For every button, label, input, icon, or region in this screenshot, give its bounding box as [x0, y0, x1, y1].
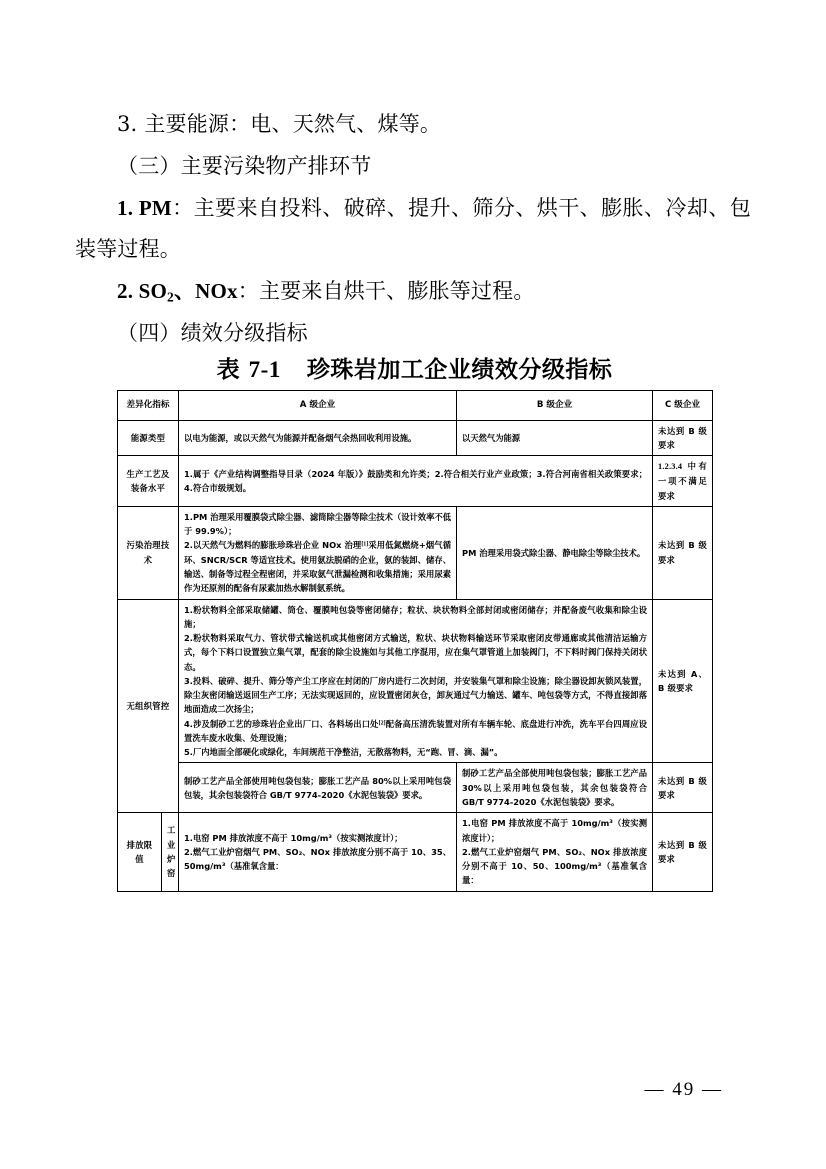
packaging-grade-a: 制砂工艺产品全部使用吨包袋包装；膨胀工艺产品 80%以上采用吨包袋包装，其余包装袋符合 GB/T 9774-2020《水泥包装袋》要求。: [179, 763, 457, 813]
process-equipment-c-text: 中有一项不满足要求: [658, 461, 708, 501]
process-equipment-c-prefix: 1.2.3.4: [658, 462, 683, 472]
row-label-energy-type: 能源类型: [118, 420, 179, 456]
header-grade-a: A 级企业: [179, 391, 457, 421]
pollution-control-grade-c: 未达到 B 级要求: [653, 506, 713, 599]
header-indicator: 差异化指标: [118, 391, 179, 421]
energy-type-grade-a: 以电为能源，或以天然气为能源并配备烟气余热回收利用设施。: [179, 420, 457, 456]
emission-limits-grade-c: 未达到 B 级要求: [653, 813, 713, 891]
pollution-control-grade-a: [179, 506, 457, 599]
table-row-packaging: [118, 763, 713, 813]
pm-label: 1. PM: [117, 195, 172, 220]
table-header-row: [118, 391, 713, 421]
fugitive-item-2: 2.粉状物料采取气力、管状带式输送机或其他密闭方式输送，粒状、块状物料输送环节采取密闭皮带通廊或其他清洁运输方式，每个下料口设置独立集气罩，配套的除尘设施如与其他工序混用，应在集气罩管道上加装阀门，不下料时阀门保持关闭状态。: [184, 633, 648, 672]
pm-text: ：主要来自投料、破碎、提升、筛分、烘干、膨胀、冷却、包装等过程。: [75, 195, 751, 261]
table-caption-title: 珍珠岩加工企业绩效分级指标: [306, 356, 613, 383]
emission-a-item1: 1.电窑 PM 排放浓度不高于 10mg/m³（按实测浓度计）；: [184, 832, 403, 843]
emission-b-item1: 1.电窑 PM 排放浓度不高于 10mg/m³（按实测浓度计）；: [462, 818, 648, 843]
fugitive-item-4-pre: 4.涉及制砂工艺的珍珠岩企业出厂口、各料场出口处: [184, 718, 379, 729]
row-label-fugitive-control: 无组织管控: [118, 599, 179, 813]
footnote-ref-1: [1]: [361, 541, 369, 548]
fugitive-item-3: 3.投料、破碎、提升、筛分等产尘工序应在封闭的厂房内进行二次封闭，并安装集气罩和除尘设施；除尘器设卸灰锁风装置，除尘灰密闭输送返回生产工序；无法实现返回的，应设置密闭灰仓，卸灰通过气力输送、罐车、吨包袋等方式，不得直接卸落地面造成二次扬尘；: [184, 675, 648, 715]
table-caption: [117, 351, 712, 384]
header-grade-c: C 级企业: [653, 391, 713, 421]
paragraph-so2-nox-sources: [75, 271, 751, 312]
so2-label: SO: [138, 278, 168, 303]
paragraph-section-three-heading: （三）主要污染物产排环节: [117, 153, 372, 178]
header-grade-b: B 级企业: [457, 391, 653, 421]
page-number: — 49 —: [644, 1079, 723, 1100]
pollution-control-grade-b: PM 治理采用袋式除尘器、静电除尘等除尘技术。: [457, 506, 653, 599]
fugitive-control-grade-c: 未达到 A、B 级要求: [653, 599, 713, 763]
process-equipment-grade-c: [653, 456, 713, 507]
fugitive-item-1: 1.粉状物料全部采取储罐、筒仓、覆膜吨包袋等密闭储存；粒状、块状物料全部封闭或密闭储存；并配备废气收集和除尘设施；: [184, 604, 648, 629]
pollution-control-a-item1: 1.PM 治理采用覆膜袋式除尘器、滤筒除尘器等除尘技术（设计效率不低于 99.9%）；: [184, 511, 452, 537]
pollution-control-a-item2: [184, 538, 451, 595]
fugitive-item-4: [184, 717, 647, 746]
table-row-fugitive-control: [118, 599, 713, 763]
footnote-ref-2: [2]: [378, 720, 386, 727]
emission-limits-grade-b: [457, 813, 653, 891]
pollution-control-a-item2-post: 采用低氮燃烧+烟气循环、SNCR/SCR 等适宜技术。使用氨法脱硝的企业，氨的装卸、储存、输送、制备等过程全程密闭，并采取氨气泄漏检测和收集措施；采用尿素作为还原剂的配备有尿素加热水解制氨系统。: [184, 540, 452, 594]
process-equipment-grade-ab: 1.属于《产业结构调整指导目录（2024 年版）》鼓励类和允许类；2.符合相关行业产业政策；3.符合河南省相关政策要求；4.符合市级规划。: [179, 456, 653, 507]
table-row-pollution-control: [118, 506, 713, 599]
body-text: [75, 104, 751, 355]
nox-label: 、NOx: [173, 278, 238, 303]
energy-type-grade-c: 未达到 B 级要求: [653, 420, 713, 456]
fugitive-control-requirements: [179, 599, 653, 763]
emission-a-item2: 2.燃气工业炉窑烟气 PM、SO₂、NOx 排放浓度分别不高于 10、35、50mg/m³（基准氧含量：: [184, 846, 452, 872]
emission-b-item2: 2.燃气工业炉窑烟气 PM、SO₂、NOx 排放浓度分别不高于 10、50、100mg/m³（基准氧含量：: [462, 846, 648, 886]
performance-grading-table: [117, 390, 713, 892]
table-caption-number: 7-1: [248, 357, 281, 382]
so2-subscript: 2: [167, 289, 174, 305]
row-label-process-equipment: 生产工艺及装备水平: [118, 456, 179, 507]
fugitive-item-5: 5.厂内地面全部硬化或绿化，车间规范干净整洁，无散落物料，无“跑、冒、滴、漏”。: [184, 747, 503, 758]
paragraph-pm-sources: [75, 188, 751, 270]
row-sublabel-industrial-kiln: [162, 813, 179, 891]
packaging-grade-b: 制砂工艺产品全部使用吨包袋包装；膨胀工艺产品 30%以上采用吨包袋包装，其余包装袋符合 GB/T 9774-2020《水泥包装袋》要求。: [457, 763, 653, 813]
fugitive-item-4-post: 配备高压清洗装置对所有车辆车轮、底盘进行冲洗，洗车平台四周应设置洗车废水收集、处理设施；: [184, 718, 648, 743]
item-number: 2.: [117, 278, 139, 303]
table-row-process-equipment: [118, 456, 713, 507]
pollution-control-a-item2-pre: 2.以天然气为燃料的膨胀珍珠岩企业 NOx 治理: [184, 540, 362, 551]
industrial-kiln-vertical-text: 工业炉窑: [167, 825, 176, 879]
energy-type-grade-b: 以天然气为能源: [457, 420, 653, 456]
so2-nox-text: ：主要来自烘干、膨胀等过程。: [237, 278, 535, 303]
paragraph-energy-sources: 3. 主要能源：电、天然气、煤等。: [117, 112, 442, 136]
emission-limits-grade-a: [179, 813, 457, 891]
table-caption-label: 表: [216, 356, 241, 383]
row-label-emission-limits: 排放限值: [118, 813, 162, 891]
table-row-emission-limits: [118, 813, 713, 891]
row-label-pollution-control: 污染治理技术: [118, 506, 179, 599]
packaging-grade-c: 未达到 B 级要求: [653, 763, 713, 813]
paragraph-section-four-heading: （四）绩效分级指标: [117, 320, 308, 345]
table-row-energy-type: [118, 420, 713, 456]
